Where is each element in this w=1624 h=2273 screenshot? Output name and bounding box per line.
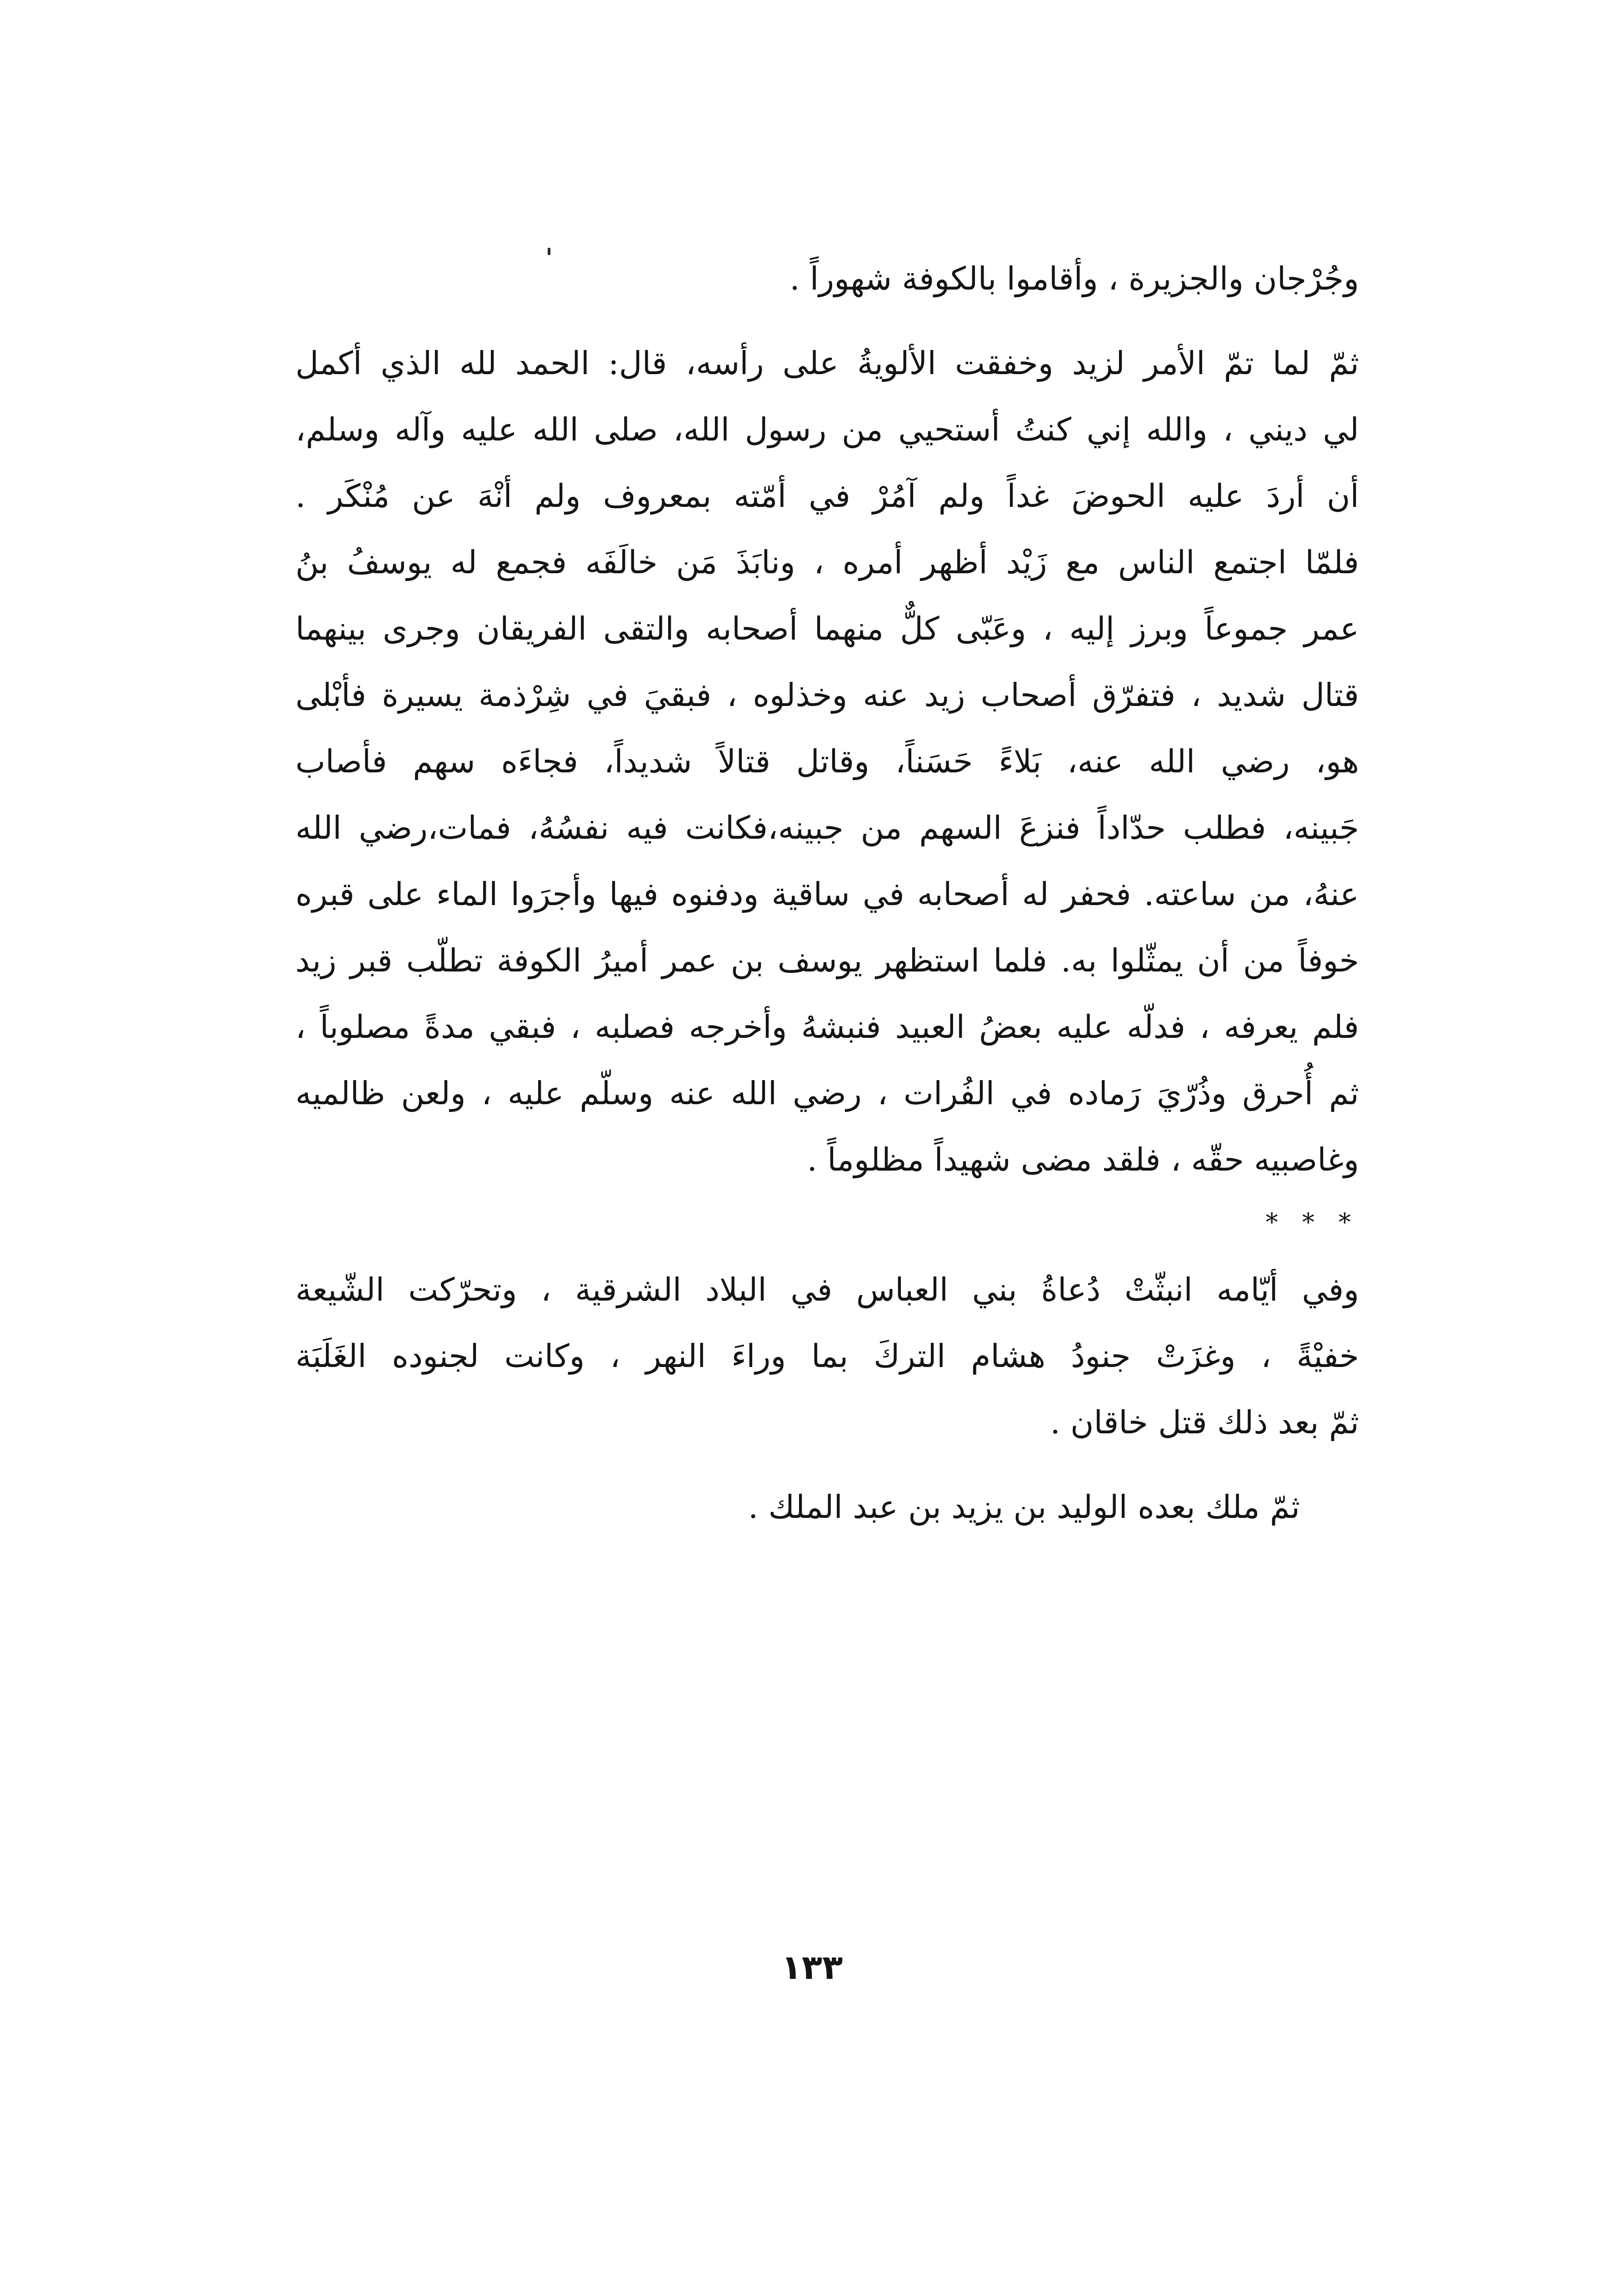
text-line: لي ديني ، والله إني كنتُ أستحيي من رسول الله، صلى الله عليه وآله وسلم، xyxy=(295,411,1359,448)
paragraph-4 xyxy=(295,1474,1359,1540)
paragraph-spacer xyxy=(295,312,1359,330)
paragraph-1 xyxy=(295,245,1359,312)
text-line: عنهُ، من ساعته. فحفر له أصحابه في ساقية ودفنوه فيها وأجرَوا الماء على قبره xyxy=(295,876,1359,913)
text-line: خوفاً من أن يمثّلوا به. فلما استظهر يوسف بن عمر أميرُ الكوفة تطلّب قبر زيد xyxy=(295,942,1359,979)
text-line: وجُرْجان والجزيرة ، وأقاموا بالكوفة شهوراً . xyxy=(790,260,1359,297)
body-text xyxy=(295,245,1359,1540)
page-number: ١٣٣ xyxy=(781,1948,843,1987)
text-line: قتال شديد ، فتفرّق أصحاب زيد عنه وخذلوه ، فبقيَ في شِرْذمة يسيرة فأبْلى xyxy=(295,676,1359,714)
text-line: وغاصبيه حقّه ، فلقد مضى شهيداً مظلوماً . xyxy=(807,1141,1359,1178)
text-line: جَبينه، فطلب حدّاداً فنزعَ السهم من جبينه،فكانت فيه نفسُهُ، فمات،رضي الله xyxy=(295,809,1359,846)
text-line: أن أردَ عليه الحوضَ غداً ولم آمُرْ في أمّته بمعروف ولم أنْهَ عن مُنْكَر . xyxy=(295,477,1359,515)
paragraph-spacer xyxy=(295,1456,1359,1474)
text-line: ثمّ ملك بعده الوليد بن يزيد بن عبد الملك . xyxy=(748,1488,1300,1526)
text-line: وفي أيّامه انبثّتْ دُعاةُ بني العباس في البلاد الشرقية ، وتحرّكت الشّيعة xyxy=(295,1271,1359,1308)
text-line: هو، رضي الله عنه، بَلاءً حَسَناً، وقاتل قتالاً شديداً، فجاءَه سهم فأصاب xyxy=(295,743,1359,780)
paragraph-3 xyxy=(295,1257,1359,1456)
section-ornament: * * * xyxy=(1265,1208,1359,1237)
text-line: فلم يعرفه ، فدلّه عليه بعضُ العبيد فنبشهُ وأخرجه فصلبه ، فبقي مدةً مصلوباً ، xyxy=(295,1008,1359,1046)
text-line: ثمّ لما تمّ الأمر لزيد وخفقت الألويةُ على رأسه، قال: الحمد لله الذي أكمل xyxy=(295,345,1359,382)
text-line: عمر جموعاً وبرز إليه ، وعَبّى كلٌّ منهما أصحابه والتقى الفريقان وجرى بينهما xyxy=(295,610,1359,647)
paragraph-2 xyxy=(295,330,1359,1193)
text-line: خفيْةً ، وغزَتْ جنودُ هشام التركَ بما وراءَ النهر ، وكانت لجنوده الغَلَبَة xyxy=(295,1337,1359,1375)
text-line: ثم أُحرق وذُرّيَ رَماده في الفُرات ، رضي الله عنه وسلّم عليه ، ولعن ظالميه xyxy=(295,1075,1359,1112)
text-line: فلمّا اجتمع الناس مع زَيْد أظهر أمره ، ونابَذَ مَن خالَفَه فجمع له يوسفُ بنُ xyxy=(295,544,1359,581)
text-line: ثمّ بعد ذلك قتل خاقان . xyxy=(1050,1404,1359,1441)
